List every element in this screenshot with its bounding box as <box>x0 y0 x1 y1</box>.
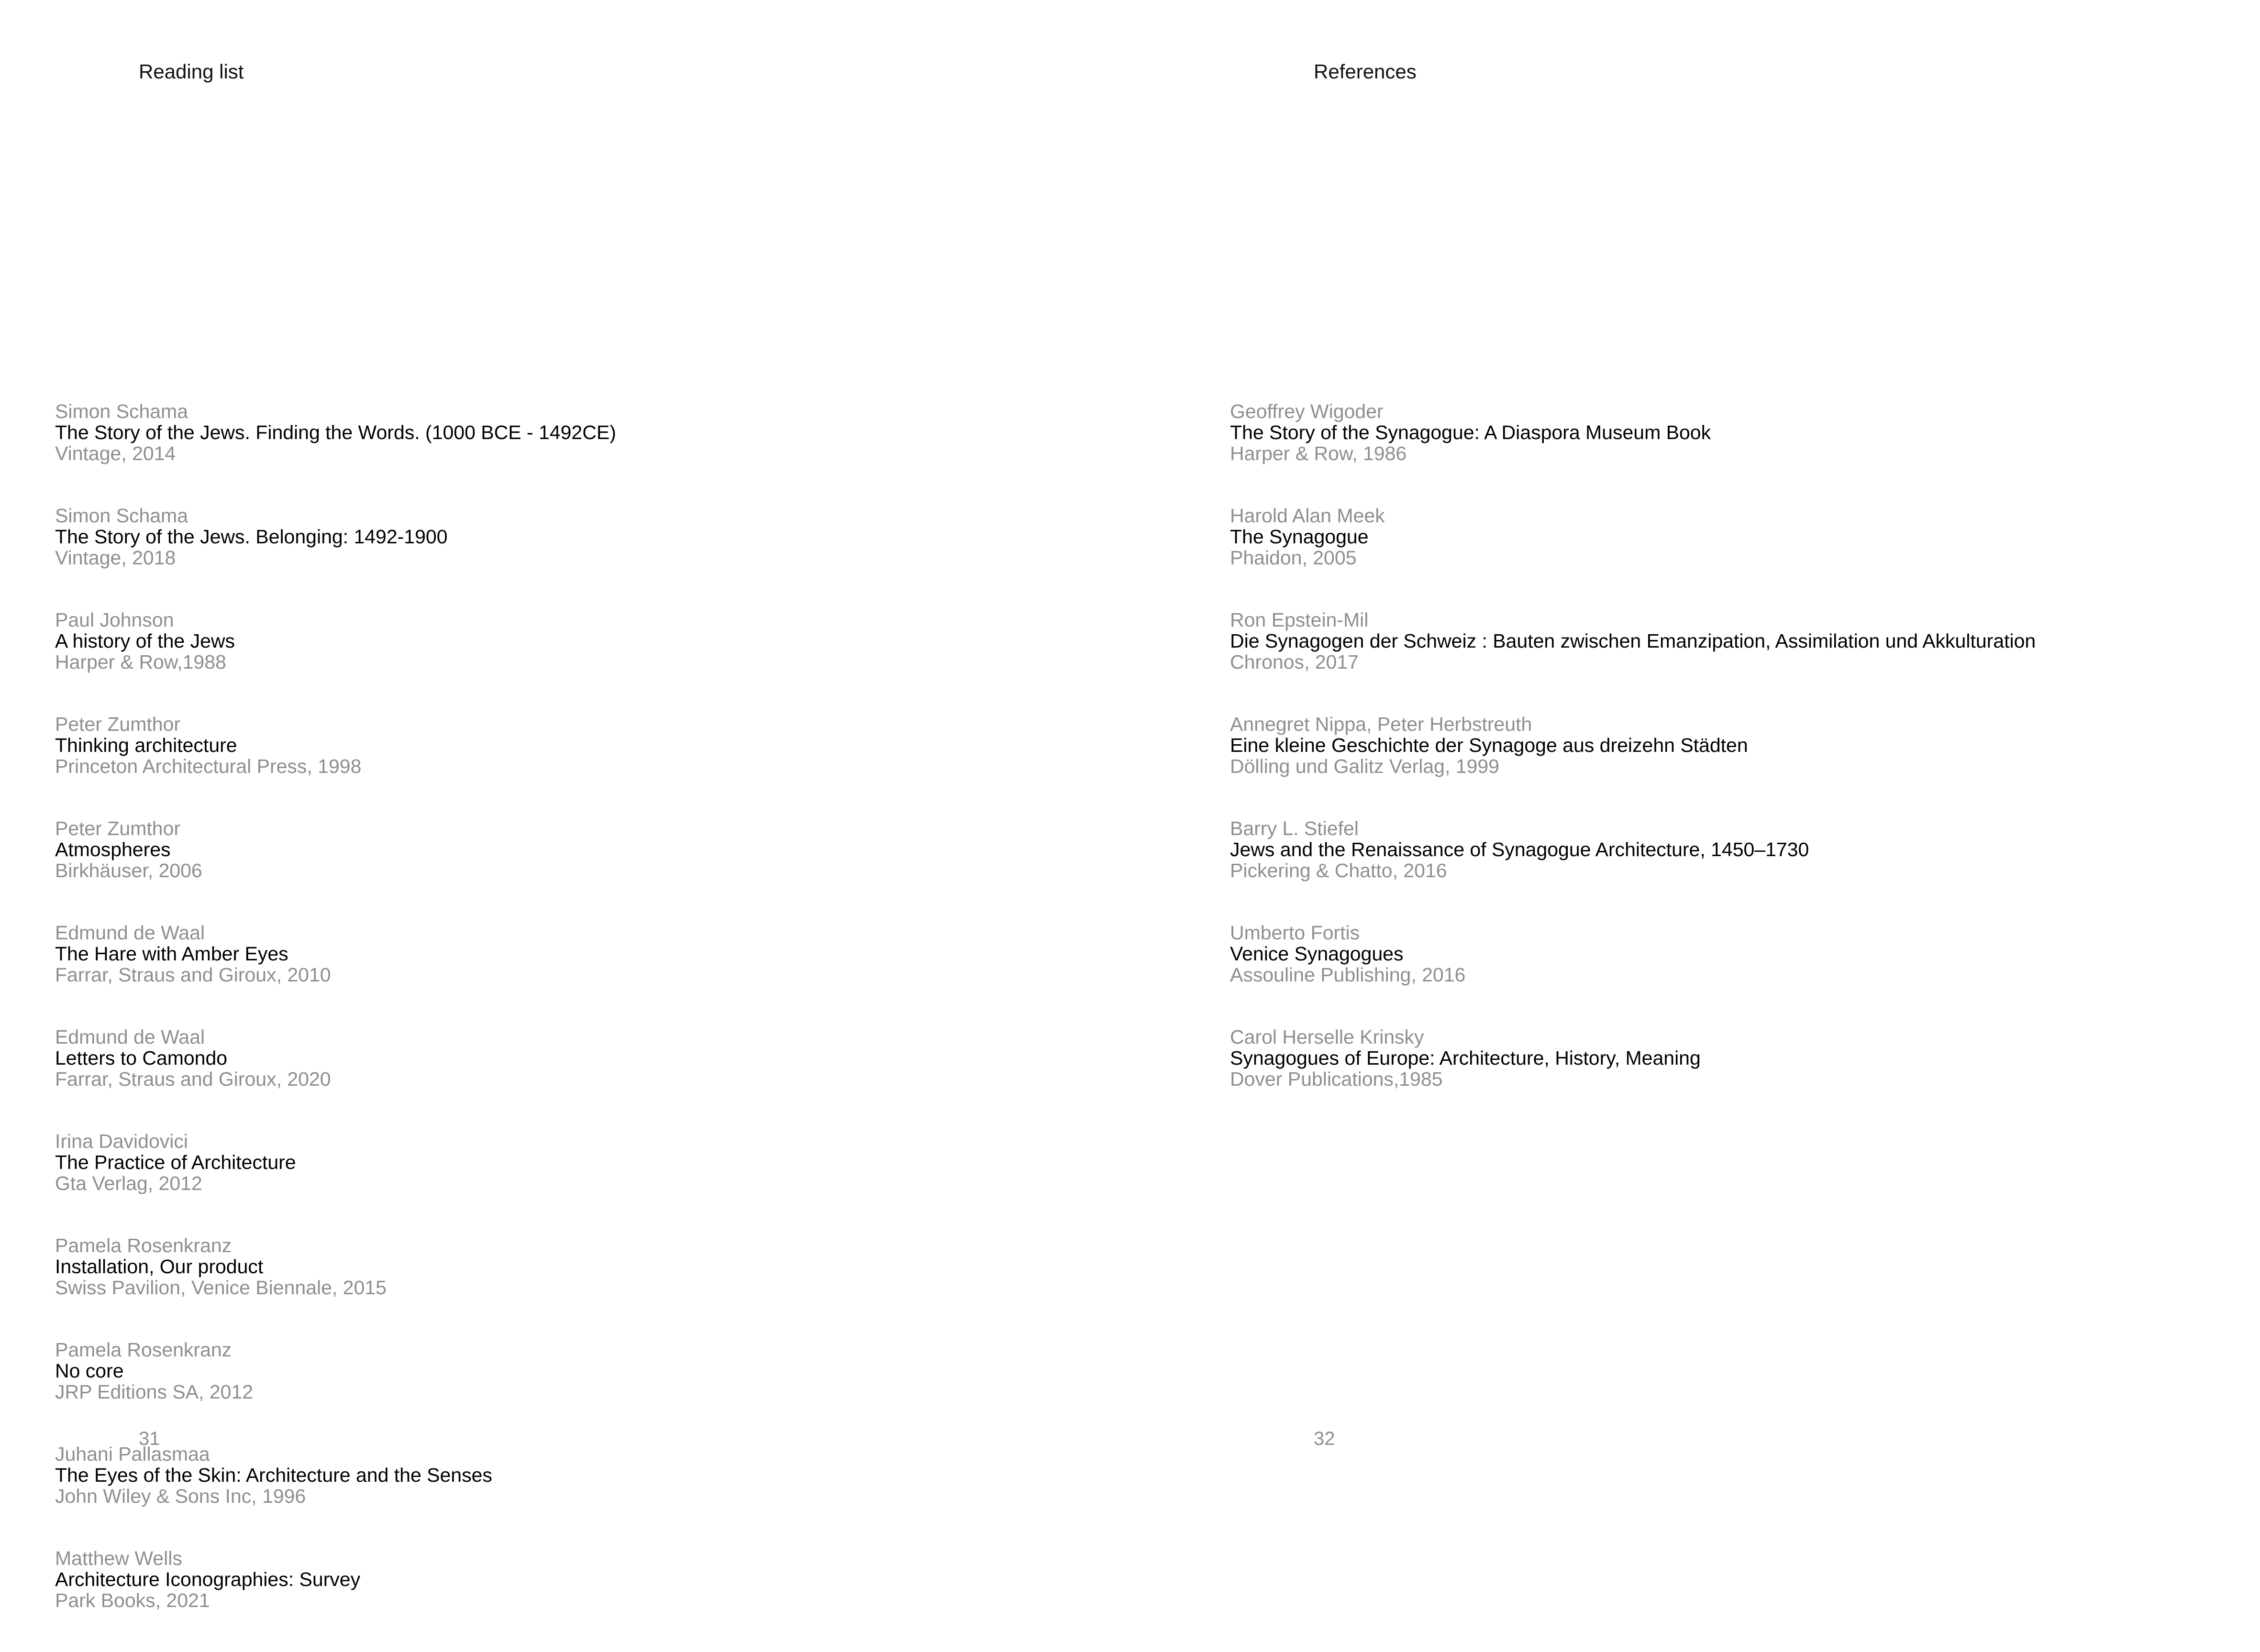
entry-title: No core <box>55 1360 124 1382</box>
entry-publisher: Dölling und Galitz Verlag, 1999 <box>1230 755 1499 777</box>
entry-title: The Story of the Jews. Belonging: 1492-1900 <box>55 526 448 548</box>
entry-author: Paul Johnson <box>55 609 174 631</box>
entry-publisher: Harper & Row, 1986 <box>1230 442 1407 464</box>
entry-title: Synagogues of Europe: Architecture, History, Meaning <box>1230 1047 1701 1069</box>
entry-author: Pamela Rosenkranz <box>55 1234 232 1256</box>
bibliography-entry <box>1230 505 2036 568</box>
entry-title: Architecture Iconographies: Survey <box>55 1568 361 1590</box>
references-list <box>1230 401 2036 1131</box>
entry-author: Umberto Fortis <box>1230 922 1360 944</box>
bibliography-entry <box>55 1443 616 1507</box>
entry-title: The Story of the Synagogue: A Diaspora Museum Book <box>1230 421 1711 443</box>
entry-author: Ron Epstein-Mil <box>1230 609 1369 631</box>
page-number: 32 <box>1314 1428 1335 1449</box>
entry-publisher: Chronos, 2017 <box>1230 651 1359 673</box>
entry-publisher: Birkhäuser, 2006 <box>55 859 202 881</box>
entry-author: Juhani Pallasmaa <box>55 1443 210 1465</box>
entry-title: The Story of the Jews. Finding the Words. (1000 BCE - 1492CE) <box>55 421 616 443</box>
bibliography-entry <box>55 818 616 881</box>
entry-title: Jews and the Renaissance of Synagogue Architecture, 1450–1730 <box>1230 838 1809 860</box>
entry-author: Simon Schama <box>55 505 188 527</box>
bibliography-entry <box>1230 818 2036 881</box>
reading-list <box>55 401 616 1652</box>
entry-author: Annegret Nippa, Peter Herbstreuth <box>1230 713 1532 735</box>
bibliography-entry <box>55 1339 616 1402</box>
entry-publisher: Dover Publications,1985 <box>1230 1068 1443 1090</box>
right-page <box>1130 0 2260 1497</box>
bibliography-entry <box>55 401 616 464</box>
entry-author: Peter Zumthor <box>55 713 181 735</box>
entry-author: Simon Schama <box>55 400 188 422</box>
bibliography-entry <box>1230 922 2036 985</box>
entry-title: Eine kleine Geschichte der Synagoge aus dreizehn Städten <box>1230 734 1748 756</box>
entry-publisher: Park Books, 2021 <box>55 1589 210 1611</box>
entry-publisher: John Wiley & Sons Inc, 1996 <box>55 1485 306 1507</box>
bibliography-entry <box>1230 401 2036 464</box>
entry-author: Pamela Rosenkranz <box>55 1339 232 1361</box>
page-number: 31 <box>139 1428 160 1449</box>
bibliography-entry <box>1230 1026 2036 1090</box>
entry-author: Barry L. Stiefel <box>1230 817 1359 839</box>
entry-title: Venice Synagogues <box>1230 943 1404 965</box>
entry-publisher: Pickering & Chatto, 2016 <box>1230 859 1447 881</box>
entry-author: Edmund de Waal <box>55 922 205 944</box>
bibliography-entry <box>55 609 616 672</box>
entry-author: Irina Davidovici <box>55 1130 188 1152</box>
bibliography-entry <box>55 1235 616 1298</box>
entry-title: Letters to Camondo <box>55 1047 228 1069</box>
entry-author: Geoffrey Wigoder <box>1230 400 1384 422</box>
page-header: References <box>1314 60 1417 83</box>
entry-author: Carol Herselle Krinsky <box>1230 1026 1424 1048</box>
entry-publisher: Vintage, 2014 <box>55 442 176 464</box>
entry-publisher: Gta Verlag, 2012 <box>55 1172 202 1194</box>
entry-title: Installation, Our product <box>55 1256 264 1278</box>
bibliography-entry <box>55 505 616 568</box>
bibliography-entry <box>55 714 616 777</box>
entry-title: The Synagogue <box>1230 526 1369 548</box>
bibliography-entry <box>55 1026 616 1090</box>
entry-author: Matthew Wells <box>55 1547 182 1569</box>
entry-publisher: Princeton Architectural Press, 1998 <box>55 755 362 777</box>
entry-title: A history of the Jews <box>55 630 235 652</box>
bibliography-entry <box>1230 714 2036 777</box>
entry-title: Atmospheres <box>55 838 171 860</box>
entry-publisher: Farrar, Straus and Giroux, 2020 <box>55 1068 331 1090</box>
entry-author: Harold Alan Meek <box>1230 505 1385 527</box>
entry-publisher: Assouline Publishing, 2016 <box>1230 964 1466 986</box>
bibliography-entry <box>1230 609 2036 672</box>
entry-title: The Eyes of the Skin: Architecture and the Senses <box>55 1464 492 1486</box>
bibliography-entry <box>55 1131 616 1194</box>
entry-title: Die Synagogen der Schweiz : Bauten zwischen Emanzipation, Assimilation und Akkulturation <box>1230 630 2036 652</box>
entry-author: Edmund de Waal <box>55 1026 205 1048</box>
entry-title: Thinking architecture <box>55 734 237 756</box>
entry-publisher: Swiss Pavilion, Venice Biennale, 2015 <box>55 1277 387 1299</box>
bibliography-entry <box>55 1548 616 1611</box>
entry-publisher: Farrar, Straus and Giroux, 2010 <box>55 964 331 986</box>
entry-publisher: Harper & Row,1988 <box>55 651 226 673</box>
entry-title: The Practice of Architecture <box>55 1151 296 1173</box>
entry-author: Peter Zumthor <box>55 817 181 839</box>
left-page <box>0 0 1130 1611</box>
page-header: Reading list <box>139 60 244 83</box>
entry-publisher: Phaidon, 2005 <box>1230 547 1357 569</box>
entry-title: The Hare with Amber Eyes <box>55 943 288 965</box>
bibliography-entry <box>55 922 616 985</box>
entry-publisher: Vintage, 2018 <box>55 547 176 569</box>
entry-publisher: JRP Editions SA, 2012 <box>55 1381 254 1403</box>
